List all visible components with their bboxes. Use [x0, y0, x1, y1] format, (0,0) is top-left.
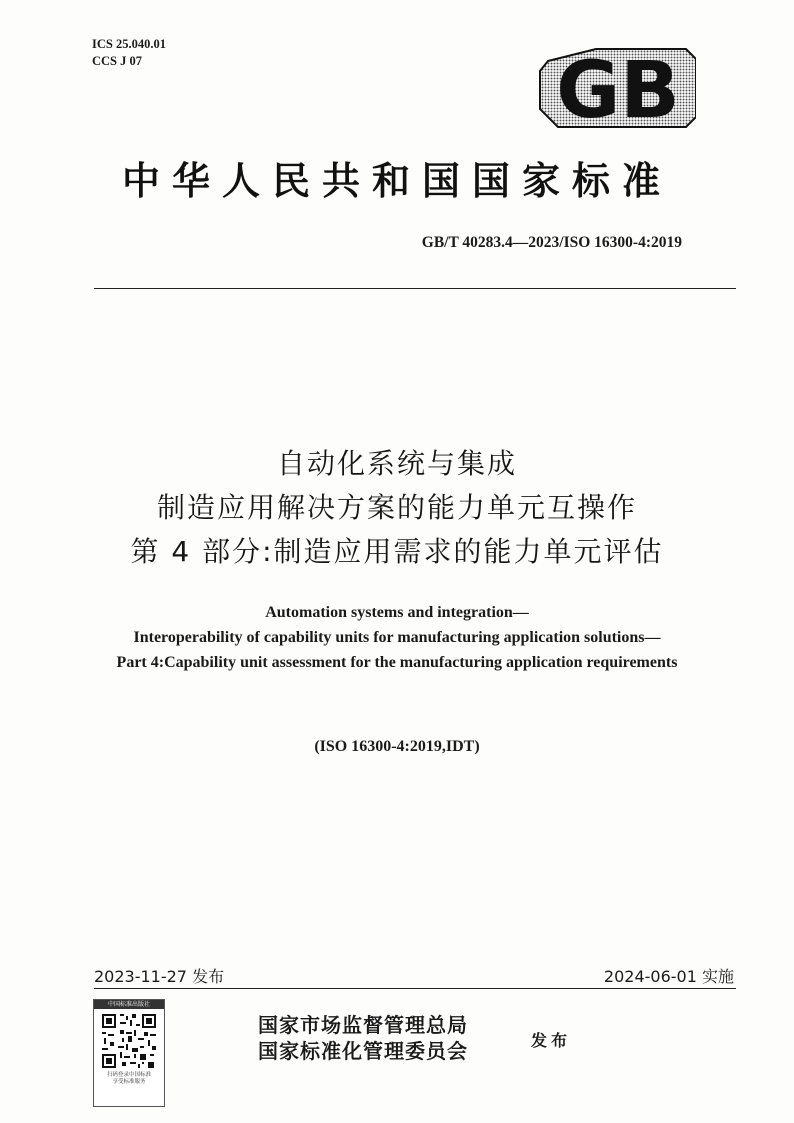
cn-title-line-1: 自动化系统与集成	[276, 447, 517, 480]
national-standard-title: 中华人民共和国国家标准	[121, 159, 672, 203]
en-title-line-1: Automation systems and integration—	[265, 604, 529, 621]
issuer-samr: 国家市场监督管理总局	[258, 1013, 468, 1037]
qr-code-label[interactable]	[93, 999, 165, 1107]
qr-footer-line-1: 扫码登录中国标准	[106, 1072, 151, 1078]
issuing-authorities	[258, 1012, 468, 1064]
logo-text: GB	[556, 47, 680, 129]
chinese-title	[0, 442, 794, 574]
bottom-divider	[94, 988, 736, 989]
issue-date: 2023-11-27 发布	[94, 967, 225, 986]
top-divider	[94, 288, 736, 289]
en-title-line-2: Interoperability of capability units for manufacturing application solutions—	[133, 629, 661, 646]
iso-reference: (ISO 16300-4:2019,IDT)	[314, 738, 480, 755]
en-title-line-3: Part 4:Capability unit assessment for the manufacturing application requirements	[116, 654, 678, 671]
qr-code[interactable]	[100, 1012, 158, 1070]
classification-codes	[92, 36, 166, 70]
ccs-code: CCS J 07	[92, 54, 143, 68]
cn-title-line-2: 制造应用解决方案的能力单元互操作	[156, 491, 637, 524]
implementation-date: 2024-06-01 实施	[603, 967, 734, 986]
issuer-sac: 国家标准化管理委员会	[258, 1039, 468, 1063]
qr-header: 中国标准出版社	[94, 1000, 164, 1009]
ics-code: ICS 25.040.01	[92, 37, 166, 51]
english-title	[0, 600, 794, 675]
standard-code: GB/T 40283.4—2023/ISO 16300-4:2019	[421, 234, 682, 251]
qr-footer-line-2: 享受标准服务	[112, 1079, 146, 1085]
gb-logo	[538, 47, 696, 129]
cn-title-line-3: 第 4 部分:制造应用需求的能力单元评估	[130, 535, 664, 568]
qr-footer	[94, 1070, 164, 1086]
publish-label: 发布	[531, 1031, 572, 1050]
